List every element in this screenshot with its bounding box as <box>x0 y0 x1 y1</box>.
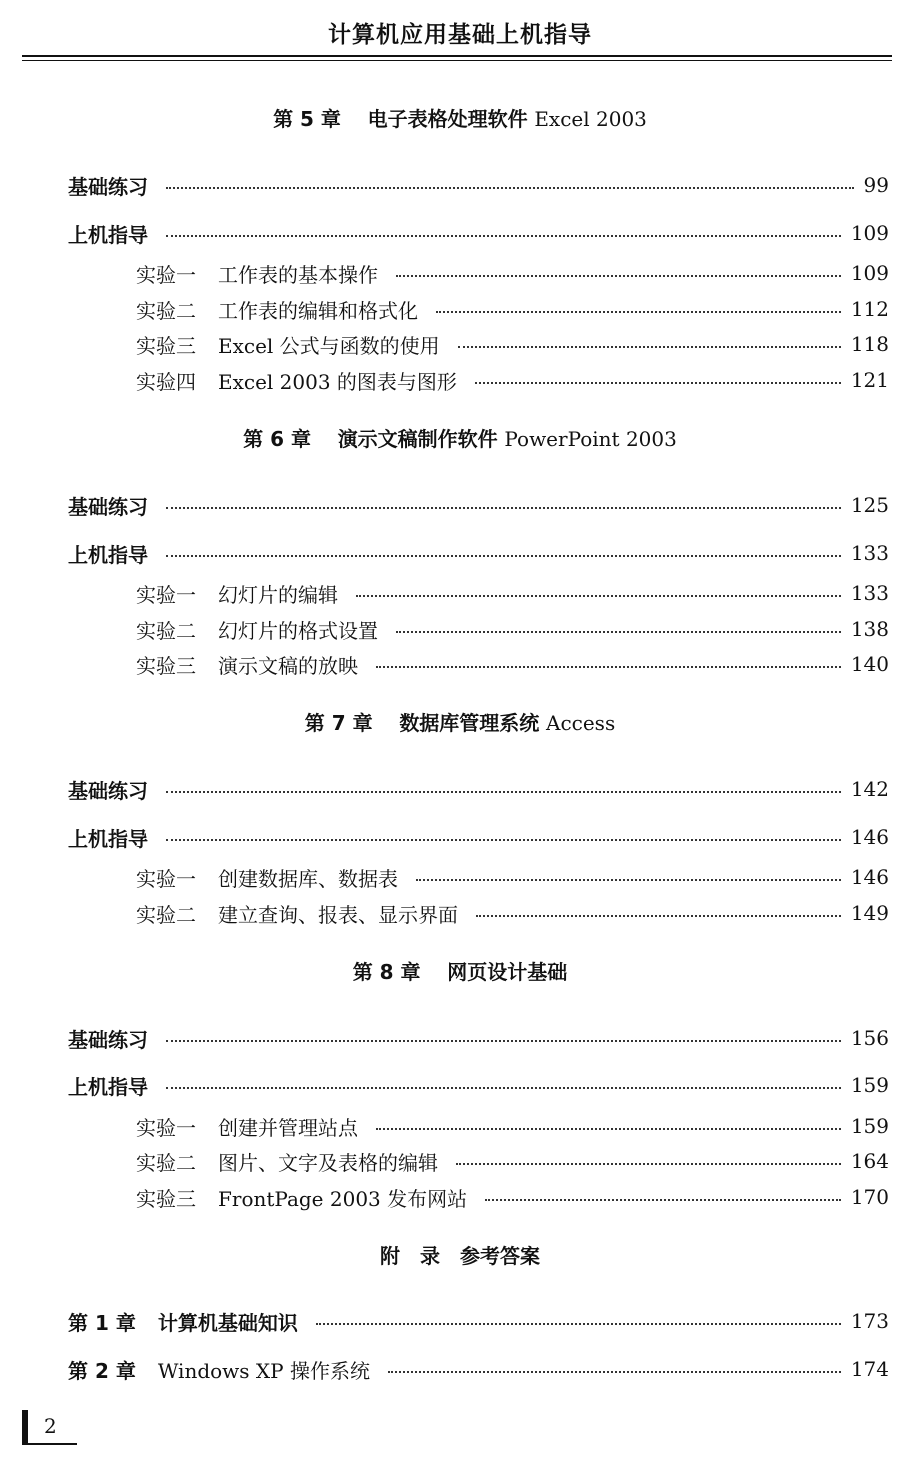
toc-page-number: 164 <box>850 1149 889 1173</box>
toc-page-number: 138 <box>850 617 889 641</box>
toc-page-number: 173 <box>850 1309 889 1333</box>
toc-page-number: 112 <box>850 297 889 321</box>
toc-page-number: 109 <box>850 221 889 245</box>
toc-page-number: 125 <box>850 493 889 517</box>
toc-entry-label: 基础练习 <box>68 174 148 199</box>
experiment-number: 实验二 <box>136 298 196 323</box>
dot-leader <box>476 915 841 917</box>
toc-page-number: 170 <box>850 1185 889 1209</box>
toc-entry-label: 上机指导 <box>68 542 148 567</box>
chapter-number: 第 1 章 <box>68 1310 136 1335</box>
dot-leader <box>166 235 841 237</box>
dot-leader <box>456 1163 841 1165</box>
dot-leader <box>166 839 841 841</box>
chapter-title-cn: 演示文稿制作软件 <box>337 427 498 451</box>
dot-leader <box>166 187 854 189</box>
toc-sub-label <box>136 579 338 608</box>
toc-entry[interactable] <box>68 217 889 249</box>
dot-leader <box>458 346 841 348</box>
chapter-title-en: Excel 2003 <box>534 107 647 131</box>
toc-sub-entry[interactable] <box>136 613 889 645</box>
experiment-number: 实验三 <box>136 1186 196 1211</box>
dot-leader <box>166 507 841 509</box>
toc-entry-label: 上机指导 <box>68 1074 148 1099</box>
page-number: 2 <box>44 1414 57 1438</box>
chapter-number: 第 2 章 <box>68 1358 136 1383</box>
experiment-title: 演示文稿的放映 <box>218 653 358 678</box>
toc-entry[interactable] <box>68 489 889 521</box>
toc-sub-entry[interactable] <box>136 364 889 396</box>
toc-page-number: 146 <box>850 865 889 889</box>
toc-sub-entry[interactable] <box>136 328 889 360</box>
chapter-heading <box>0 104 920 134</box>
dot-leader <box>166 555 841 557</box>
experiment-title: Excel 公式与函数的使用 <box>218 333 440 358</box>
header-rule-thin <box>22 60 892 61</box>
experiment-title: Excel 2003 的图表与图形 <box>218 369 457 394</box>
chapter-number: 第 6 章 <box>243 427 311 451</box>
toc-page-number: 146 <box>850 825 889 849</box>
toc-entry-label: 基础练习 <box>68 494 148 519</box>
dot-leader <box>416 879 841 881</box>
dot-leader <box>396 631 841 633</box>
toc-page-number: 149 <box>850 901 889 925</box>
chapter-heading <box>0 424 920 454</box>
toc-page-number: 159 <box>850 1114 889 1138</box>
experiment-title: 建立查询、报表、显示界面 <box>218 902 458 927</box>
footer-rule <box>22 1443 77 1445</box>
chapter-title-cn: 电子表格处理软件 <box>367 107 528 131</box>
toc-sub-label <box>136 366 457 395</box>
toc-page-number: 140 <box>850 652 889 676</box>
dot-leader <box>475 382 841 384</box>
dot-leader <box>166 1087 841 1089</box>
dot-leader <box>396 275 841 277</box>
dot-leader <box>376 1128 841 1130</box>
toc-sub-entry[interactable] <box>136 293 889 325</box>
toc-entry[interactable] <box>68 1353 889 1385</box>
chapter-title: 计算机基础知识 <box>157 1310 298 1335</box>
experiment-title: FrontPage 2003 发布网站 <box>218 1186 468 1211</box>
toc-page-number: 159 <box>850 1073 889 1097</box>
toc-page-number: 174 <box>850 1357 889 1381</box>
toc-sub-entry[interactable] <box>136 1181 889 1213</box>
experiment-title: 工作表的编辑和格式化 <box>218 298 418 323</box>
toc-sub-label <box>136 295 418 324</box>
toc-sub-label <box>136 259 378 288</box>
toc-page-number: 118 <box>850 332 889 356</box>
chapter-heading <box>0 708 920 738</box>
chapter-title: Windows XP 操作系统 <box>157 1358 370 1383</box>
chapter-heading <box>0 957 920 987</box>
toc-page-number: 133 <box>850 581 889 605</box>
appendix-title: 附 录 参考答案 <box>380 1244 540 1268</box>
experiment-number: 实验一 <box>136 582 196 607</box>
toc-sub-label <box>136 650 358 679</box>
dot-leader <box>166 791 841 793</box>
toc-sub-label <box>136 330 440 359</box>
toc-sub-label <box>136 863 398 892</box>
toc-sub-entry[interactable] <box>136 648 889 680</box>
toc-entry[interactable] <box>68 821 889 853</box>
toc-page-number: 109 <box>850 261 889 285</box>
chapter-title-cn: 网页设计基础 <box>447 960 568 984</box>
header-rule-thick <box>22 55 892 57</box>
experiment-number: 实验二 <box>136 1150 196 1175</box>
toc-sub-entry[interactable] <box>136 861 889 893</box>
experiment-title: 工作表的基本操作 <box>218 262 378 287</box>
toc-page-number: 142 <box>850 777 889 801</box>
toc-page-number: 133 <box>850 541 889 565</box>
dot-leader <box>376 666 841 668</box>
chapter-title-en: PowerPoint 2003 <box>504 427 677 451</box>
toc-entry[interactable] <box>68 773 889 805</box>
chapter-number: 第 5 章 <box>273 107 341 131</box>
toc-sub-label <box>136 1147 438 1176</box>
toc-sub-entry[interactable] <box>136 1145 889 1177</box>
toc-entry-label <box>68 1307 298 1336</box>
experiment-title: 创建并管理站点 <box>218 1115 358 1140</box>
toc-sub-entry[interactable] <box>136 577 889 609</box>
experiment-title: 图片、文字及表格的编辑 <box>218 1150 438 1175</box>
dot-leader <box>388 1371 841 1373</box>
toc-page-number: 121 <box>850 368 889 392</box>
dot-leader <box>356 595 841 597</box>
toc-sub-entry[interactable] <box>136 257 889 289</box>
dot-leader <box>485 1199 841 1201</box>
chapter-title-en: Access <box>546 711 616 735</box>
experiment-title: 幻灯片的格式设置 <box>218 618 378 643</box>
toc-sub-entry[interactable] <box>136 1110 889 1142</box>
toc-sub-label <box>136 1183 467 1212</box>
toc-sub-label <box>136 615 378 644</box>
chapter-title-cn: 数据库管理系统 <box>399 711 540 735</box>
experiment-title: 幻灯片的编辑 <box>218 582 338 607</box>
experiment-number: 实验一 <box>136 866 196 891</box>
experiment-title: 创建数据库、数据表 <box>218 866 398 891</box>
book-title: 计算机应用基础上机指导 <box>328 22 592 48</box>
toc-sub-entry[interactable] <box>136 897 889 929</box>
toc-entry-label: 基础练习 <box>68 778 148 803</box>
toc-entry[interactable] <box>68 169 889 201</box>
experiment-number: 实验三 <box>136 653 196 678</box>
dot-leader <box>436 311 841 313</box>
dot-leader <box>316 1323 841 1325</box>
appendix-heading <box>0 1241 920 1271</box>
toc-entry[interactable] <box>68 537 889 569</box>
experiment-number: 实验二 <box>136 902 196 927</box>
dot-leader <box>166 1040 841 1042</box>
toc-sub-label <box>136 899 458 928</box>
experiment-number: 实验三 <box>136 333 196 358</box>
toc-entry-label: 基础练习 <box>68 1027 148 1052</box>
toc-page-number: 156 <box>850 1026 889 1050</box>
toc-entry-label: 上机指导 <box>68 826 148 851</box>
toc-entry[interactable] <box>68 1022 889 1054</box>
experiment-number: 实验二 <box>136 618 196 643</box>
experiment-number: 实验一 <box>136 1115 196 1140</box>
toc-sub-label <box>136 1112 358 1141</box>
toc-page-number: 99 <box>863 173 889 197</box>
experiment-number: 实验四 <box>136 369 196 394</box>
chapter-number: 第 8 章 <box>352 960 421 984</box>
chapter-number: 第 7 章 <box>304 711 373 735</box>
footer-bar <box>22 1410 28 1444</box>
toc-entry[interactable] <box>68 1305 889 1337</box>
toc-entry[interactable] <box>68 1069 889 1101</box>
toc-entry-label: 上机指导 <box>68 222 148 247</box>
experiment-number: 实验一 <box>136 262 196 287</box>
toc-entry-label <box>68 1355 370 1384</box>
